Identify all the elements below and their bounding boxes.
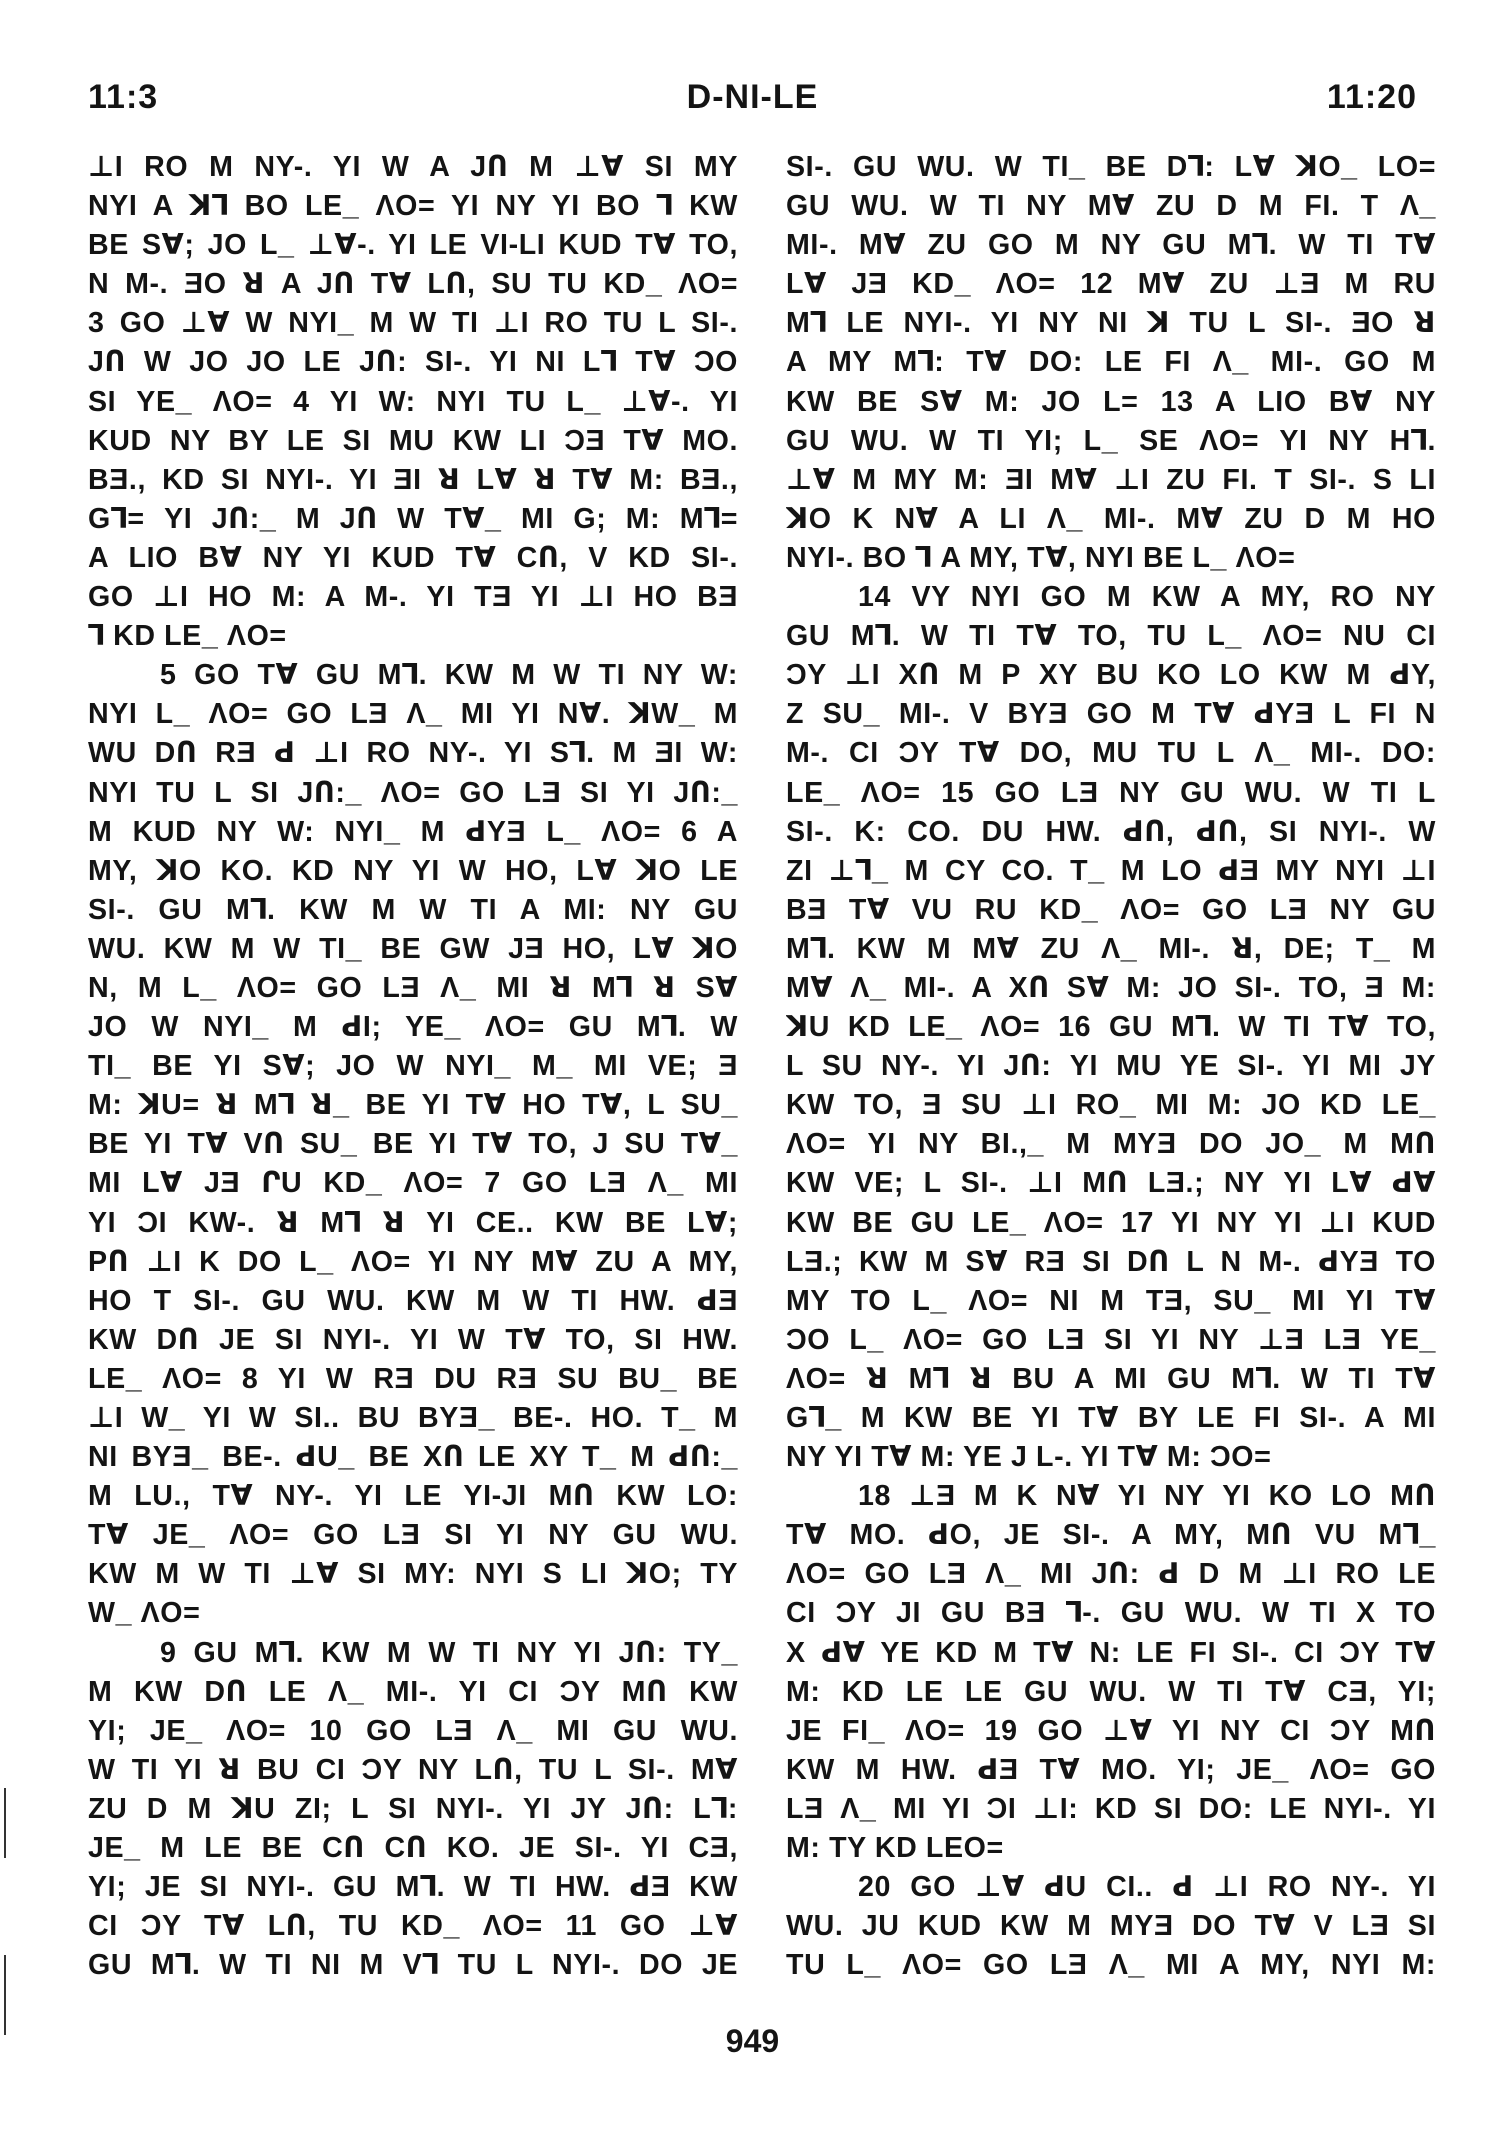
text-line: A LIO BⱯ NY YI KUD TⱯ CՈ, V KD SI-. <box>88 541 738 574</box>
text-line: ꓶ KD LE_ ɅO= <box>88 620 287 653</box>
text-line: Z SU_ MI-. V BYƎ GO M TⱯ ꓒYƎ L FI N <box>786 698 1436 731</box>
text-line: TⱯ JE_ ɅO= GO LƎ SI YI NY GU WU. <box>88 1519 738 1552</box>
text-line: ⊥Ɐ M MY M: ƎI MⱯ ⊥I ZU FI. T SI-. S LI <box>786 463 1436 496</box>
text-line: 9 GU Mꓶ. KW M W TI NY YI JՈ: TY_ <box>160 1636 738 1669</box>
text-line: ⊥I RO M NY-. YI W A JՈ M ⊥Ɐ SI MY <box>88 151 738 183</box>
text-line: YI; JE SI NYI-. GU Mꓶ. W TI HW. ꓒƎ KW <box>88 1871 738 1904</box>
text-line: SI-. GU WU. W TI_ BE Dꓶ: LⱯ ꓘO_ LO= <box>786 151 1436 183</box>
text-line: TⱯ MO. ꓒO, JE SI-. A MY, MՈ VU Mꓶ_ <box>786 1519 1436 1552</box>
text-line: M: TY KD LEO= <box>786 1832 1004 1865</box>
text-line: GU Mꓶ. W TI NI M Vꓶ TU L NYI-. DO JE <box>88 1949 738 1982</box>
text-line: LƎ Ʌ_ MI YI ƆI ⊥I: KD SI DO: LE NYI-. YI <box>786 1792 1436 1825</box>
text-line: M LU., TⱯ NY-. YI LE YI-JI MՈ KW LO: <box>88 1480 738 1513</box>
text-line: GU WU. W TI YI; L_ SE ɅO= YI NY Hꓶ. <box>786 424 1436 457</box>
text-line: CI ƆY TⱯ LՈ, TU KD_ ɅO= 11 GO ⊥Ɐ <box>88 1910 738 1943</box>
text-line: YI ƆI KW-. ꓤ Mꓶ ꓤ YI CE.. KW BE LⱯ; <box>88 1206 738 1239</box>
text-line: WU. KW M W TI_ BE GW JƎ HO, LⱯ ꓘO <box>88 932 738 965</box>
text-line: NYI A ꓘꓶ BO LE_ ɅO= YI NY YI BO ꓶ KW <box>88 190 738 223</box>
text-line: HO T SI-. GU WU. KW M W TI HW. ꓒƎ <box>88 1284 738 1317</box>
text-line: BE SⱯ; JO L_ ⊥Ɐ-. YI LE VI-LI KUD TⱯ TO, <box>88 229 738 262</box>
text-line: M: KD LE LE GU WU. W TI TⱯ CƎ, YI; <box>786 1675 1436 1708</box>
text-line: SI YE_ ɅO= 4 YI W: NYI TU L_ ⊥Ɐ-. YI <box>88 385 738 418</box>
text-line: L SU NY-. YI JՈ: YI MU YE SI-. YI MI JY <box>786 1050 1436 1083</box>
text-line: NI BYƎ_ BE-. ꓒU_ BE XՈ LE XY T_ M ꓒՈ:_ <box>88 1441 738 1474</box>
text-line: MI-. MⱯ ZU GO M NY GU Mꓶ. W TI TⱯ <box>786 229 1436 262</box>
text-line: BƎ., KD SI NYI-. YI ƎI ꓤ LⱯ ꓤ TⱯ M: BƎ., <box>88 463 738 496</box>
text-line: SI-. GU Mꓶ. KW M W TI A MI: NY GU <box>88 893 738 926</box>
text-line: KW M W TI ⊥Ɐ SI MY: NYI S LI ꓘO; TY <box>88 1558 738 1591</box>
text-line: KW TO, Ǝ SU ⊥I RO_ MI M: JO KD LE_ <box>786 1089 1436 1122</box>
text-line: M KUD NY W: NYI_ M ꓒYƎ L_ ɅO= 6 A <box>88 815 738 848</box>
text-line: 18 ⊥Ǝ M K NⱯ YI NY YI KO LO MՈ <box>858 1480 1436 1513</box>
text-line: GU WU. W TI NY MⱯ ZU D M FI. T Ʌ_ <box>786 190 1436 223</box>
text-line: Mꓶ LE NYI-. YI NY NI ꓘ TU L SI-. ƎO ꓤ <box>786 307 1436 340</box>
text-line: 3 GO ⊥Ɐ W NYI_ M W TI ⊥I RO TU L SI-. <box>88 307 738 340</box>
text-line: JE_ M LE BE CՈ CՈ KO. JE SI-. YI CƎ, <box>88 1832 738 1865</box>
text-line: KW VE; L SI-. ⊥I MՈ LƎ.; NY YI LⱯ ꓒⱯ <box>786 1167 1436 1200</box>
text-line: LⱯ JƎ KD_ ɅO= 12 MⱯ ZU ⊥Ǝ M RU <box>786 268 1436 301</box>
text-line: N, M L_ ɅO= GO LƎ Ʌ_ MI ꓤ Mꓶ ꓤ SⱯ <box>88 971 738 1004</box>
text-line: ZI ⊥ꓶ_ M CY CO. T_ M LO ꓒƎ MY NYI ⊥I <box>786 854 1436 887</box>
text-line: Mꓶ. KW M MⱯ ZU Ʌ_ MI-. ꓤ, DE; T_ M <box>786 932 1436 965</box>
text-line: M: ꓘU= ꓤ Mꓶ ꓤ_ BE YI TⱯ HO TⱯ, L SU_ <box>88 1089 738 1122</box>
text-line: ɅO= ꓤ Mꓶ ꓤ BU A MI GU Mꓶ. W TI TⱯ <box>786 1362 1436 1395</box>
text-line: KW M HW. ꓒƎ TⱯ MO. YI; JE_ ɅO= GO <box>786 1753 1436 1786</box>
text-line: WU DՈ RƎ ꓒ ⊥I RO NY-. YI Sꓶ. M ƎI W: <box>88 737 738 770</box>
text-line: MⱯ Ʌ_ MI-. A XՈ SⱯ M: JO SI-. TO, Ǝ M: <box>786 971 1436 1004</box>
text-line: GU Mꓶ. W TI TⱯ TO, TU L_ ɅO= NU CI <box>786 620 1436 653</box>
text-line: A MY Mꓶ: TⱯ DO: LE FI Ʌ_ MI-. GO M <box>786 346 1436 379</box>
text-line: PՈ ⊥I K DO L_ ɅO= YI NY MⱯ ZU A MY, <box>88 1245 738 1278</box>
text-line: M-. CI ƆY TⱯ DO, MU TU L Ʌ_ MI-. DO: <box>786 737 1436 770</box>
header-book-title: D-NI-LE <box>686 78 819 116</box>
header-left-reference: 11:3 <box>88 78 159 116</box>
text-line: NYI TU L SI JՈ:_ ɅO= GO LƎ SI YI JՈ:_ <box>88 776 738 809</box>
text-line: CI ƆY JI GU BƎ ꓶ-. GU WU. W TI X TO <box>786 1597 1436 1630</box>
margin-mark <box>4 1788 6 1858</box>
text-line: BƎ TⱯ VU RU KD_ ɅO= GO LƎ NY GU <box>786 893 1436 926</box>
margin-mark <box>4 1955 6 2035</box>
text-line: ꓘU KD LE_ ɅO= 16 GU Mꓶ. W TI TⱯ TO, <box>786 1011 1436 1044</box>
text-line: YI; JE_ ɅO= 10 GO LƎ Ʌ_ MI GU WU. <box>88 1714 738 1747</box>
text-line: Gꓶ= YI JՈ:_ M JՈ W TⱯ_ MI G; M: Mꓶ= <box>88 502 738 535</box>
text-line: NY YI TⱯ M: YE J L-. YI TⱯ M: ƆO= <box>786 1441 1272 1474</box>
text-line: 14 VY NYI GO M KW A MY, RO NY <box>858 581 1436 614</box>
text-line: ⊥I W_ YI W SI.. BU BYƎ_ BE-. HO. T_ M <box>88 1402 738 1434</box>
right-text-column <box>786 148 1436 1985</box>
text-line: ꓘO K NⱯ A LI Ʌ_ MI-. MⱯ ZU D M HO <box>786 502 1436 535</box>
text-line: Gꓶ_ M KW BE YI TⱯ BY LE FI SI-. A MI <box>786 1402 1436 1434</box>
text-line: TU L_ ɅO= GO LƎ Ʌ_ MI A MY, NYI M: <box>786 1949 1436 1982</box>
text-line: JՈ W JO JO LE JՈ: SI-. YI NI Lꓶ TⱯ ƆO <box>88 346 738 379</box>
text-line: ɅO= YI NY BI.,_ M MYƎ DO JO_ M MՈ <box>786 1128 1436 1161</box>
text-line: JO W NYI_ M ꓒI; YE_ ɅO= GU Mꓶ. W <box>88 1011 738 1044</box>
text-line: MI LⱯ JƎ ՐU KD_ ɅO= 7 GO LƎ Ʌ_ MI <box>88 1167 738 1200</box>
text-line: KW DՈ JE SI NYI-. YI W TⱯ TO, SI HW. <box>88 1323 738 1356</box>
text-line: NYI-. BO ꓶ A MY, TⱯ, NYI BE L_ ɅO= <box>786 541 1296 574</box>
text-line: MY TO L_ ɅO= NI M TƎ, SU_ MI YI TⱯ <box>786 1284 1436 1317</box>
text-line: ƆO L_ ɅO= GO LƎ SI YI NY ⊥Ǝ LƎ YE_ <box>786 1323 1436 1356</box>
text-line: LE_ ɅO= 15 GO LƎ NY GU WU. W TI L <box>786 776 1436 809</box>
text-line: 5 GO TⱯ GU Mꓶ. KW M W TI NY W: <box>160 659 738 692</box>
text-line: NYI L_ ɅO= GO LƎ Ʌ_ MI YI NⱯ. ꓘW_ M <box>88 698 738 731</box>
text-line: M KW DՈ LE Ʌ_ MI-. YI CI ƆY MՈ KW <box>88 1675 738 1708</box>
text-line: JE FI_ ɅO= 19 GO ⊥Ɐ YI NY CI ƆY MՈ <box>786 1714 1436 1747</box>
text-line: KUD NY BY LE SI MU KW LI ƆƎ TⱯ MO. <box>88 424 738 457</box>
text-line: TI_ BE YI SⱯ; JO W NYI_ M_ MI VE; Ǝ <box>88 1050 738 1083</box>
text-line: 20 GO ⊥Ɐ ꓒU CI.. ꓒ ⊥I RO NY-. YI <box>858 1871 1436 1904</box>
left-text-column <box>88 148 738 1985</box>
text-line: KW BE SⱯ M: JO L= 13 A LIO BⱯ NY <box>786 385 1436 418</box>
text-line: N M-. ƎO ꓤ A JՈ TⱯ LՈ, SU TU KD_ ɅO= <box>88 268 738 301</box>
page-number: 949 <box>725 2023 780 2059</box>
text-line: SI-. K: CO. DU HW. ꓒՈ, ꓒՈ, SI NYI-. W <box>786 815 1436 848</box>
text-line: ɅO= GO LƎ Ʌ_ MI JՈ: ꓒ D M ⊥I RO LE <box>786 1558 1436 1591</box>
text-line: MY, ꓘO KO. KD NY YI W HO, LⱯ ꓘO LE <box>88 854 738 887</box>
page-header <box>88 78 1417 128</box>
text-line: LƎ.; KW M SⱯ RƎ SI DՈ L N M-. ꓒYƎ TO <box>786 1245 1436 1278</box>
text-line: W TI YI ꓤ BU CI ƆY NY LՈ, TU L SI-. MⱯ <box>88 1753 738 1786</box>
text-line: KW BE GU LE_ ɅO= 17 YI NY YI ⊥I KUD <box>786 1206 1436 1239</box>
text-line: BE YI TⱯ VՈ SU_ BE YI TⱯ TO, J SU TⱯ_ <box>88 1128 738 1161</box>
text-line: X ꓒⱯ YE KD M TⱯ N: LE FI SI-. CI ƆY TⱯ <box>786 1636 1436 1669</box>
header-right-reference: 11:20 <box>1326 78 1417 116</box>
text-line: GO ⊥I HO M: A M-. YI TƎ YI ⊥I HO BƎ <box>88 581 738 614</box>
text-line: LE_ ɅO= 8 YI W RƎ DU RƎ SU BU_ BE <box>88 1362 738 1395</box>
text-line: W_ ɅO= <box>88 1597 201 1630</box>
text-line: ƆY ⊥I XՈ M P XY BU KO LO KW M ꓒY, <box>786 659 1436 692</box>
text-line: ZU D M ꓘU ZI; L SI NYI-. YI JY JՈ: Lꓶ: <box>88 1792 738 1825</box>
text-line: WU. JU KUD KW M MYƎ DO TⱯ V LƎ SI <box>786 1910 1436 1943</box>
